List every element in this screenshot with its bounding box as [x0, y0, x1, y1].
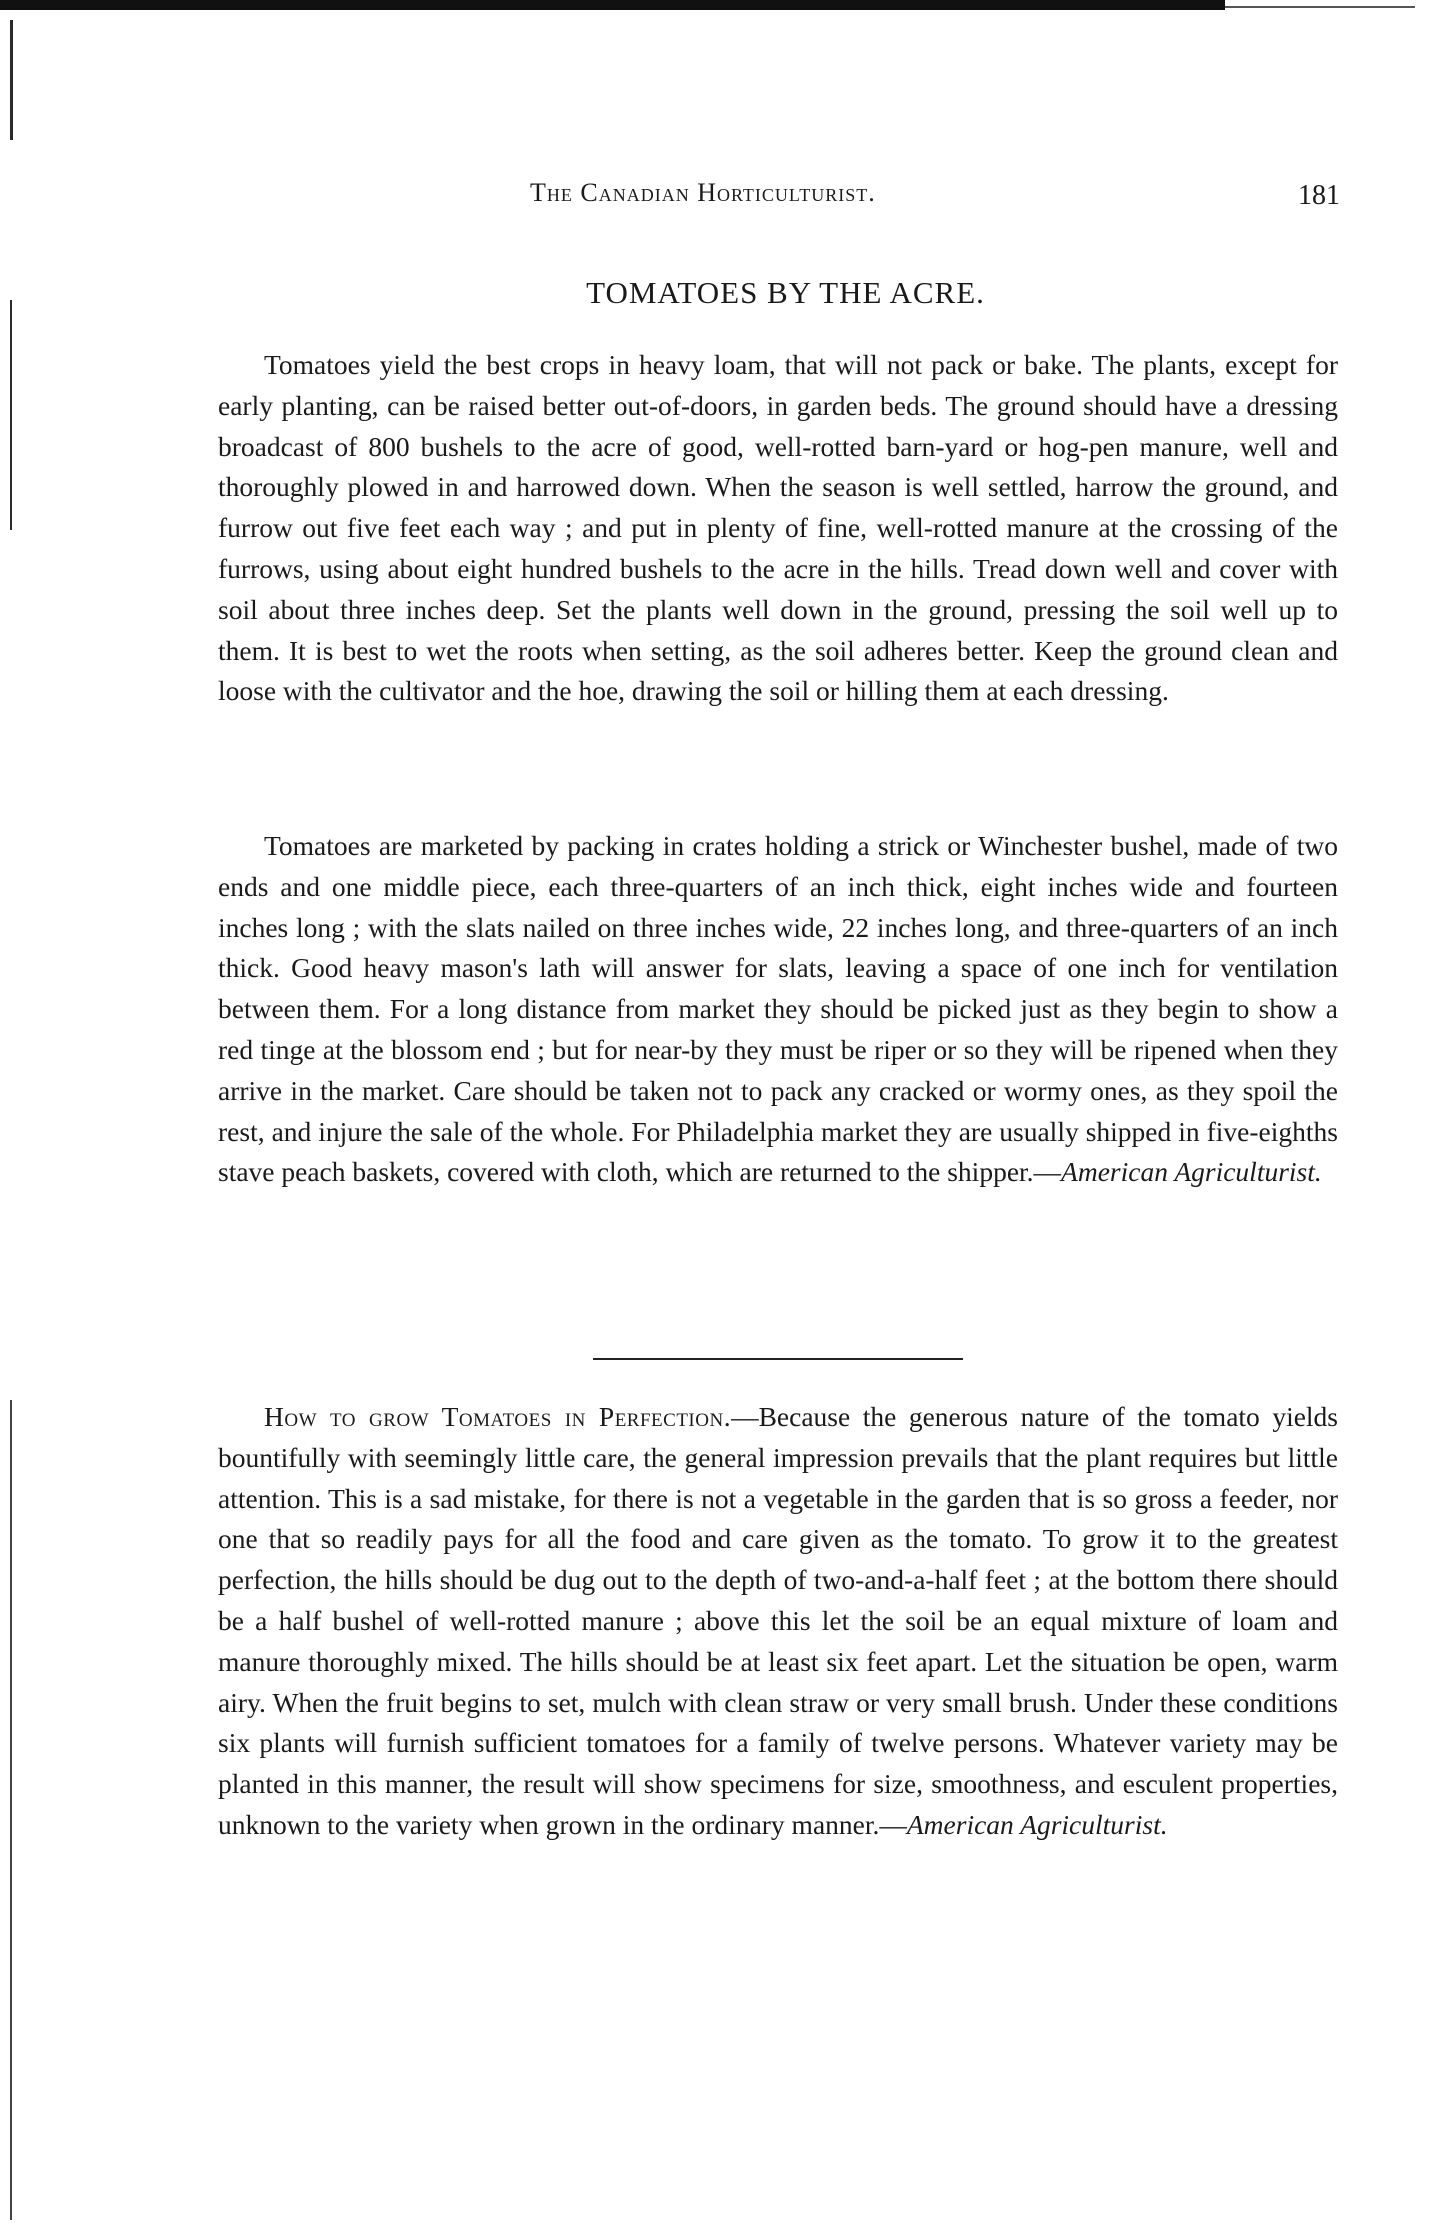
- paragraph-text: Tomatoes yield the best crops in heavy loam, that will not pack or bake. The plants, except for early planting, can be raised better out-of-doors, in garden beds. The ground should have a dressing broadcast of 800 bushels to the acre of good, well-rotted barn-yard or hog-pen manure, well and thoroughly plowed in and harrowed down. When the season is well settled, harrow the ground, and furrow out five feet each way ; and put in plenty of fine, well-rotted manure at the crossing of the furrows, using about eight hundred bushels to the acre in the hills. Tread down well and cover with soil about three inches deep. Set the plants well down in the ground, pressing the soil well up to them. It is best to wet the roots when setting, as the soil adheres better. Keep the ground clean and loose with the cultivator and the hoe, drawing the soil or hilling them at each dressing.: [218, 349, 1338, 707]
- top-border-rule: [0, 0, 1225, 10]
- second-article-lead-in: How to grow Tomatoes in Perfection.: [264, 1401, 732, 1432]
- top-border-rule-faint: [1225, 6, 1415, 8]
- left-page-edge: [10, 20, 13, 140]
- paragraph-block: [218, 826, 1338, 1193]
- article-paragraph-1: [218, 345, 1338, 712]
- page-number: 181: [1298, 180, 1340, 211]
- paragraph-block: [218, 1397, 1338, 1846]
- paragraph-text: Tomatoes are marketed by packing in crates holding a strick or Winchester bushel, made of two ends and one middle piece, each three-quarters of an inch thick, eight inches wide and fourteen inches long ; with the slats nailed on three inches wide, 22 inches long, and three-quarters of an inch thick. Good heavy mason's lath will answer for slats, leaving a space of one inch for ventilation between them. For a long distance from market they should be picked just as they begin to show a red tinge at the blossom end ; but for near-by they must be riper or so they will be ripened when they arrive in the market. Care should be taken not to pack any cracked or wormy ones, as they spoil the rest, and injure the sale of the whole. For Philadelphia market they are usually shipped in five-eighths stave peach baskets, covered with cloth, which are returned to the shipper.—: [218, 830, 1338, 1188]
- article-paragraph-2: [218, 826, 1338, 1193]
- second-article: [218, 1397, 1338, 1846]
- left-page-edge: [10, 300, 12, 530]
- section-divider: [593, 1358, 963, 1360]
- paragraph-text: —Because the generous nature of the tomato yields bountifully with seemingly little care, the general impression prevails that the plant requires but little attention. This is a sad mistake, for there is not a vegetable in the garden that is so gross a feeder, nor one that so readily pays for all the food and care given as the tomato. To grow it to the greatest perfection, the hills should be dug out to the depth of two-and-a-half feet ; at the bottom there should be a half bushel of well-rotted manure ; above this let the soil be an equal mixture of loam and manure thoroughly mixed. The hills should be at least six feet apart. Let the situation be open, warm airy. When the fruit begins to set, mulch with clean straw or very small brush. Under these conditions six plants will furnish sufficient tomatoes for a family of twelve persons. Whatever variety may be planted in this manner, the result will show specimens for size, smoothness, and esculent properties, unknown to the variety when grown in the ordinary manner.—: [218, 1401, 1339, 1840]
- left-page-edge: [10, 1400, 12, 2220]
- running-title: The Canadian Horticulturist.: [530, 178, 876, 207]
- page-header: [200, 178, 1340, 238]
- article-title: TOMATOES BY THE ACRE.: [586, 275, 985, 310]
- source-citation: American Agriculturist.: [1061, 1156, 1322, 1188]
- source-citation: American Agriculturist.: [906, 1808, 1168, 1840]
